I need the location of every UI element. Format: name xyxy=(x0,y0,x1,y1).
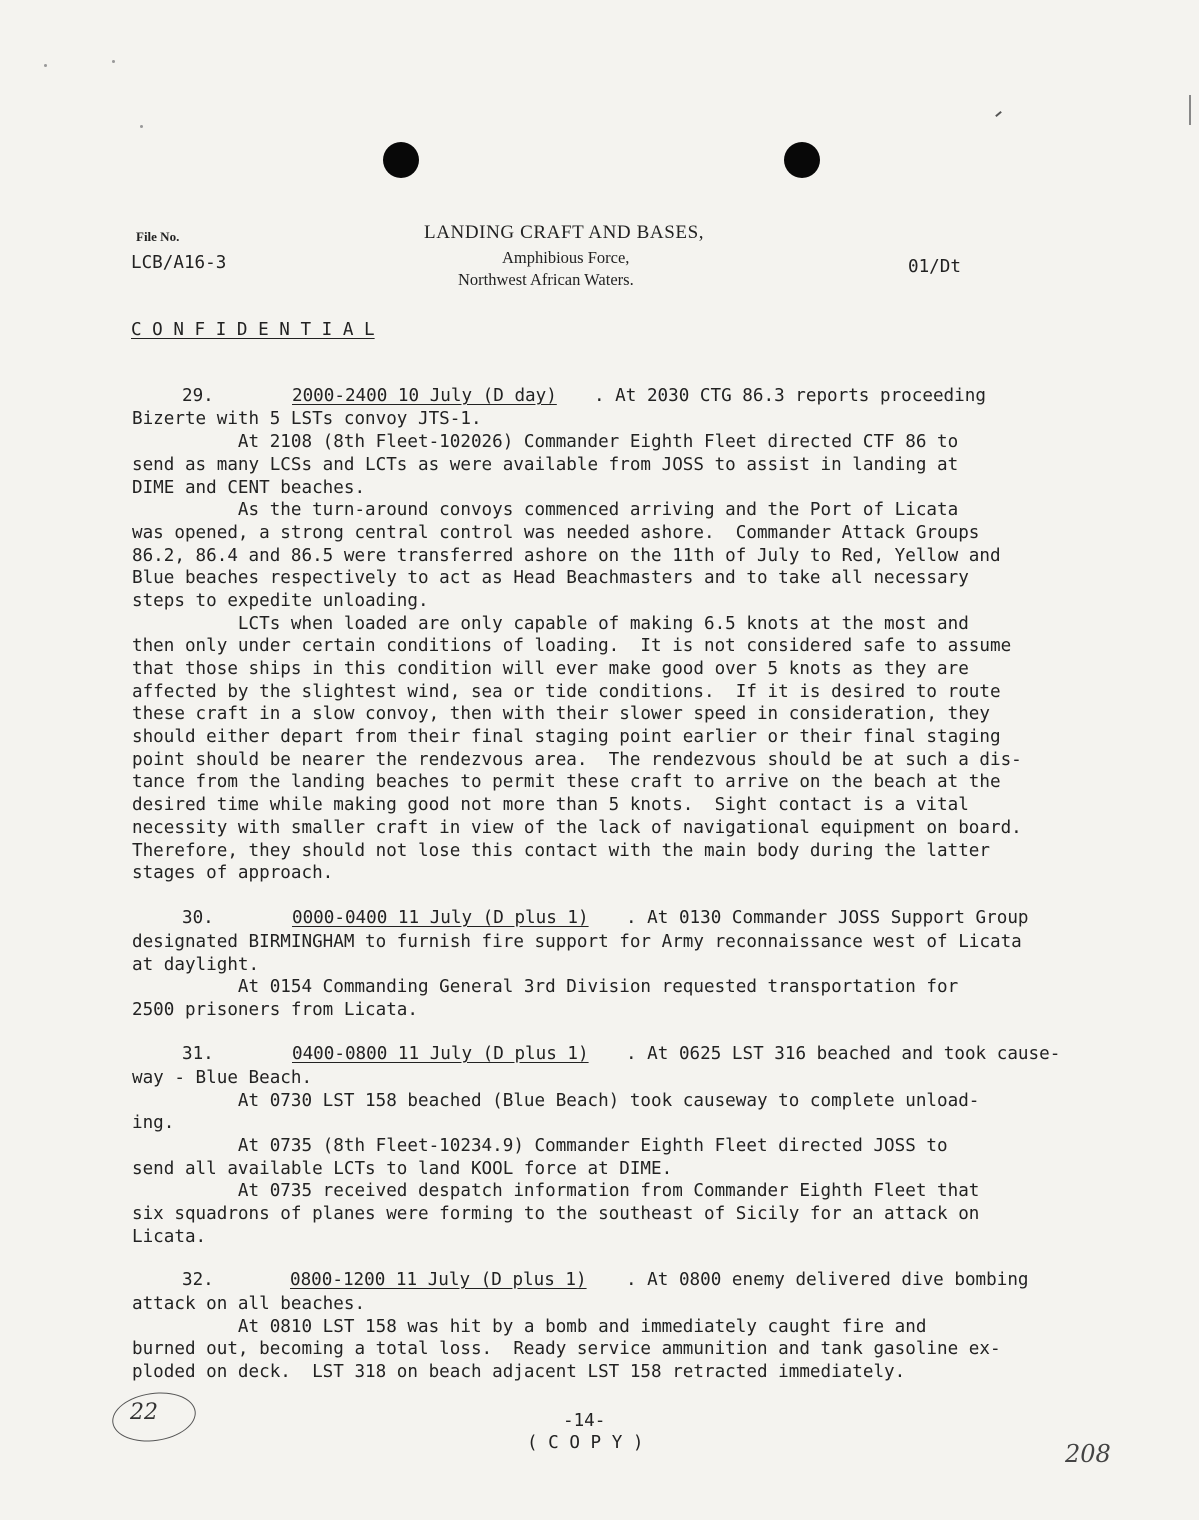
section-text: designated BIRMINGHAM to furnish fire support for Army reconnaissance west of Licata xyxy=(132,932,1022,952)
section-text: As the turn-around convoys commenced arriving and the Port of Licata xyxy=(132,500,959,520)
copy-label: ( C O P Y ) xyxy=(527,1433,644,1453)
section-text: At 2108 (8th Fleet-102026) Commander Eighth Fleet directed CTF 86 to xyxy=(132,432,959,452)
org-line-2: Amphibious Force, xyxy=(502,248,630,267)
file-number: LCB/A16-3 xyxy=(131,253,227,273)
section-text: that those ships in this condition will ever make good over 5 knots as they are xyxy=(132,659,969,679)
reference-code: 01/Dt xyxy=(908,257,961,277)
section-text: Therefore, they should not lose this contact with the main body during the latter xyxy=(132,841,990,861)
section-text: At 0735 received despatch information from Commander Eighth Fleet that xyxy=(132,1181,980,1201)
section-text: LCTs when loaded are only capable of making 6.5 knots at the most and xyxy=(132,614,969,634)
section-heading: 0000-0400 11 July (D plus 1) xyxy=(292,908,589,928)
section-text: 86.2, 86.4 and 86.5 were transferred ashore on the 11th of July to Red, Yellow and xyxy=(132,546,1001,566)
section-text: affected by the slightest wind, sea or tide conditions. If it is desired to route xyxy=(132,682,1001,702)
section-text: necessity with smaller craft in view of the lack of navigational equipment on board. xyxy=(132,818,1022,838)
handwritten-page-number: 208 xyxy=(1065,1440,1111,1468)
section-number: 32. xyxy=(182,1270,214,1290)
pen-tick xyxy=(995,111,1002,117)
section-text: . At 2030 CTG 86.3 reports proceeding xyxy=(594,386,986,406)
section-heading: 2000-2400 10 July (D day) xyxy=(292,386,557,406)
section-text: way - Blue Beach. xyxy=(132,1068,313,1088)
section-number: 30. xyxy=(182,908,214,928)
section-text: At 0810 LST 158 was hit by a bomb and immediately caught fire and xyxy=(132,1317,927,1337)
org-title: LANDING CRAFT AND BASES, xyxy=(424,222,705,243)
section-text: then only under certain conditions of loading. It is not considered safe to assume xyxy=(132,636,1012,656)
section-text: Licata. xyxy=(132,1227,207,1247)
section-text: attack on all beaches. xyxy=(132,1294,366,1314)
section-text: burned out, becoming a total loss. Ready service ammunition and tank gasoline ex- xyxy=(132,1339,1001,1359)
section-text: At 0735 (8th Fleet-10234.9) Commander Eighth Fleet directed JOSS to xyxy=(132,1136,948,1156)
section-text: send as many LCSs and LCTs as were available from JOSS to assist in landing at xyxy=(132,455,959,475)
section-text: At 0154 Commanding General 3rd Division requested transportation for xyxy=(132,977,959,997)
section-text: stages of approach. xyxy=(132,863,334,883)
classification-marking: C O N F I D E N T I A L xyxy=(131,320,375,340)
section-text: Blue beaches respectively to act as Head Beachmasters and to take all necessary xyxy=(132,568,969,588)
section-text: . At 0625 LST 316 beached and took cause- xyxy=(626,1044,1061,1064)
edge-mark xyxy=(1189,95,1191,125)
section-text: send all available LCTs to land KOOL force at DIME. xyxy=(132,1159,673,1179)
section-text: ploded on deck. LST 318 on beach adjacent LST 158 retracted immediately. xyxy=(132,1362,906,1382)
section-text: . At 0130 Commander JOSS Support Group xyxy=(626,908,1029,928)
section-text: six squadrons of planes were forming to the southeast of Sicily for an attack on xyxy=(132,1204,980,1224)
speck xyxy=(112,60,115,63)
section-text: At 0730 LST 158 beached (Blue Beach) took causeway to complete unload- xyxy=(132,1091,980,1111)
section-text: desired time while making good not more than 5 knots. Sight contact is a vital xyxy=(132,795,969,815)
circled-number: 22 xyxy=(130,1400,158,1425)
section-text: point should be nearer the rendezvous area. The rendezvous should be at such a dis- xyxy=(132,750,1022,770)
speck xyxy=(44,64,47,67)
section-text: these craft in a slow convoy, then with their slower speed in consideration, they xyxy=(132,704,990,724)
section-heading: 0400-0800 11 July (D plus 1) xyxy=(292,1044,589,1064)
section-text: . At 0800 enemy delivered dive bombing xyxy=(626,1270,1029,1290)
page-number: -14- xyxy=(563,1411,606,1431)
speck xyxy=(140,125,143,128)
punch-hole-left xyxy=(383,142,419,178)
section-heading: 0800-1200 11 July (D plus 1) xyxy=(290,1270,587,1290)
section-text: Bizerte with 5 LSTs convoy JTS-1. xyxy=(132,409,482,429)
section-text: at daylight. xyxy=(132,955,260,975)
section-text: was opened, a strong central control was needed ashore. Commander Attack Groups xyxy=(132,523,980,543)
section-text: steps to expedite unloading. xyxy=(132,591,429,611)
section-text: DIME and CENT beaches. xyxy=(132,478,366,498)
punch-hole-right xyxy=(784,142,820,178)
section-number: 31. xyxy=(182,1044,214,1064)
file-label: File No. xyxy=(136,229,180,244)
section-text: ing. xyxy=(132,1113,175,1133)
org-line-3: Northwest African Waters. xyxy=(458,270,634,289)
section-text: should either depart from their final staging point earlier or their final staging xyxy=(132,727,1001,747)
section-number: 29. xyxy=(182,386,214,406)
section-text: tance from the landing beaches to permit these craft to arrive on the beach at the xyxy=(132,772,1001,792)
section-text: 2500 prisoners from Licata. xyxy=(132,1000,418,1020)
